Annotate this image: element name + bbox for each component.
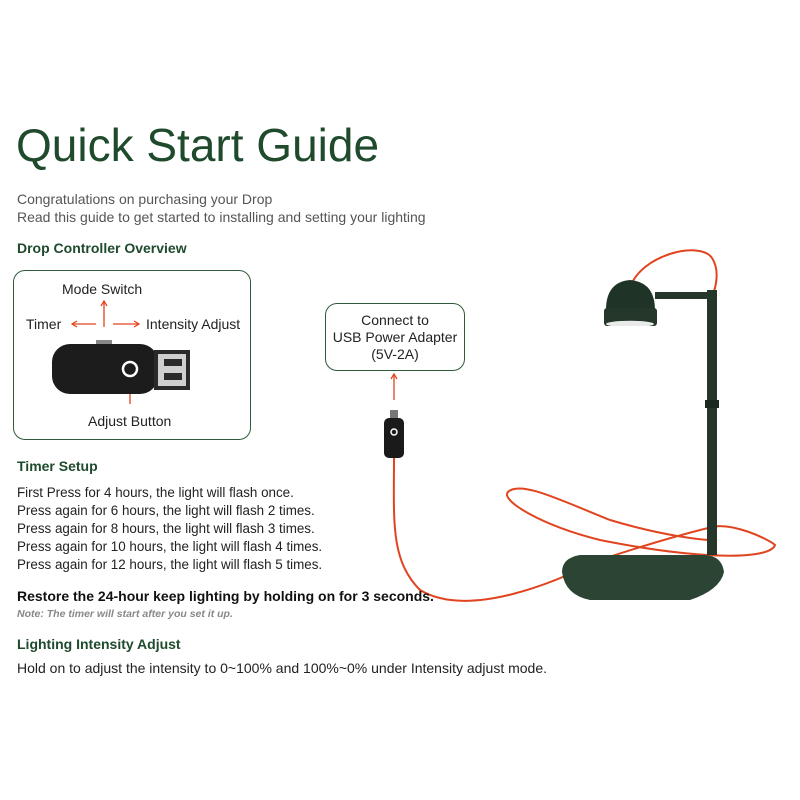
usb-callout-line-3: (5V-2A) (371, 346, 419, 362)
intensity-instruction: Hold on to adjust the intensity to 0~100% and 100%~0% under Intensity adjust mode. (17, 660, 548, 676)
lamp-stand (707, 290, 717, 555)
controller-device (52, 340, 190, 394)
usb-adapter-callout (325, 303, 465, 371)
lamp-arm (655, 292, 715, 299)
list-item: Press again for 10 hours, the light will flash 4 times. (17, 539, 323, 554)
adjust-button-label: Adjust Button (88, 413, 172, 429)
lamp-base (562, 555, 724, 600)
list-item: Press again for 6 hours, the light will flash 2 times. (17, 503, 315, 518)
list-item: Press again for 8 hours, the light will flash 3 times. (17, 521, 315, 536)
usb-callout-line-1: Connect to (361, 312, 429, 328)
restore-instruction: Restore the 24-hour keep lighting by holding on for 3 seconds. (17, 588, 434, 604)
mode-switch-label: Mode Switch (62, 281, 143, 297)
controller-body (52, 344, 158, 394)
intensity-adjust-label: Intensity Adjust (146, 316, 241, 332)
intro-line-1: Congratulations on purchasing your Drop (17, 191, 273, 207)
timer-setup-heading: Timer Setup (17, 458, 98, 474)
list-item: First Press for 4 hours, the light will flash once. (17, 485, 294, 500)
inline-controller (384, 410, 404, 458)
lamp-light (606, 321, 654, 327)
intensity-heading: Lighting Intensity Adjust (17, 636, 181, 652)
lamp (562, 280, 724, 600)
page-title: Quick Start Guide (16, 119, 380, 171)
intro-line-2: Read this guide to get started to installing and setting your lighting (17, 209, 426, 225)
usb-callout-line-2: USB Power Adapter (332, 329, 458, 345)
controller-overview-heading: Drop Controller Overview (17, 240, 187, 256)
timer-setup-list (17, 484, 322, 574)
usb-callout-arrow (391, 374, 397, 400)
timer-note: Note: The timer will start after you set it up. (17, 608, 233, 620)
lamp-shade (606, 280, 655, 310)
timer-label: Timer (26, 316, 62, 332)
list-item: Press again for 12 hours, the light will flash 5 times. (17, 557, 323, 572)
